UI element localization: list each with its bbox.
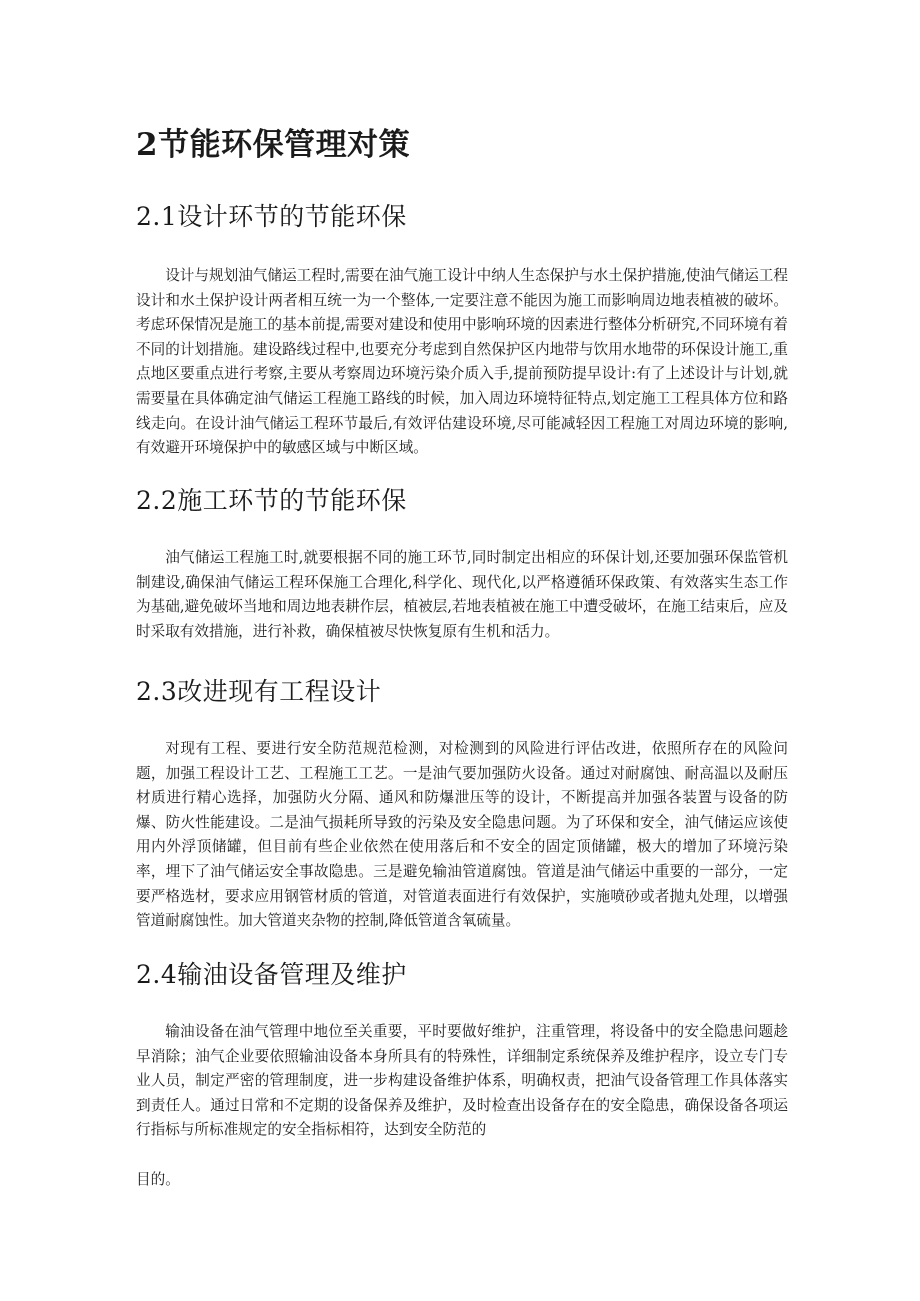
section-heading-2-3: 2.3改进现有工程设计: [136, 677, 382, 706]
section-paragraph-2-4: 输油设备在油气管理中地位至关重要，平时要做好维护，注重管理，将设备中的安全隐患问题趁早消除；油气企业要依照输油设备本身所具有的特殊性，详细制定系统保养及维护程序，设立专门专业人员，制定严密的管理制度，进一步构建设备维护体系，明确权责，把油气设备管理工作具体落实到责任人。通过日常和不定期的设备保养及维护，及时检查出设备存在的安全隐患，确保设备各项运行指标与所标准规定的安全指标相符，达到安全防范的: [136, 1023, 788, 1139]
chapter-title: 2节能环保管理对策: [136, 127, 411, 163]
section-heading-2-1: 2.1设计环节的节能环保: [136, 202, 407, 231]
section-heading-2-2: 2.2施工环节的节能环保: [136, 486, 407, 515]
section-paragraph-continuation: 目的。: [136, 1171, 180, 1188]
section-paragraph-2-3: 对现有工程、要进行安全防范规范检测，对检测到的风险进行评估改进，依照所存在的风险问题，加强工程设计工艺、工程施工工艺。一是油气要加强防火设备。通过对耐腐蚀、耐高温以及耐压材质进行精心选择，加强防火分隔、通风和防爆泄压等的设计，不断提高并加强各装置与设备的防爆、防火性能建设。二是油气损耗所导致的污染及安全隐患问题。为了环保和安全，油气储运应该使用内外浮顶储罐，但目前有些企业依然在使用落后和不安全的固定顶储罐，极大的增加了环境污染率，埋下了油气储运安全事故隐患。三是避免输油管道腐蚀。管道是油气储运中重要的一部分，一定要严格选材，要求应用钢管材质的管道，对管道表面进行有效保护，实施喷砂或者抛丸处理，以增强管道耐腐蚀性。加大管道夹杂物的控制,降低管道含氧硫量。: [136, 740, 788, 930]
section-heading-2-4: 2.4输油设备管理及维护: [136, 960, 407, 989]
section-paragraph-2-2: 油气储运工程施工时,就要根据不同的施工环节,同时制定出相应的环保计划,还要加强环保监管机制建设,确保油气储运工程环保施工合理化,科学化、现代化,以严格遵循环保政策、有效落实生态工作为基础,避免破坏当地和周边地表耕作层，植被层,若地表植被在施工中遭受破坏，在施工结束后，应及时采取有效措施，进行补救，确保植被尽快恢复原有生机和活力。: [136, 549, 788, 640]
section-paragraph-2-1: 设计与规划油气储运工程时,需要在油气施工设计中纳人生态保护与水土保护措施,使油气储运工程设计和水土保护设计两者相互统一为一个整体,一定要注意不能因为施工而影响周边地表植被的破坏。考虑环保情况是施工的基本前提,需要对建设和使用中影响环境的因素进行整体分析研究,不同环境有着不同的计划措施。建设路线过程中,也要充分考虑到自然保护区内地带与饮用水地带的环保设计施工,重点地区要重点进行考察,主要从考察周边环境污染介质入手,提前预防提早设计:有了上述设计与计划,就需要量在具体确定油气储运工程施工路线的时候，加入周边环境特征特点,划定施工工程具体方位和路线走向。在设计油气储运工程环节最后,有效评估建设环境,尽可能减轻因工程施工对周边环境的影响,有效避开环境保护中的敏感区域与中断区域。: [136, 267, 788, 457]
